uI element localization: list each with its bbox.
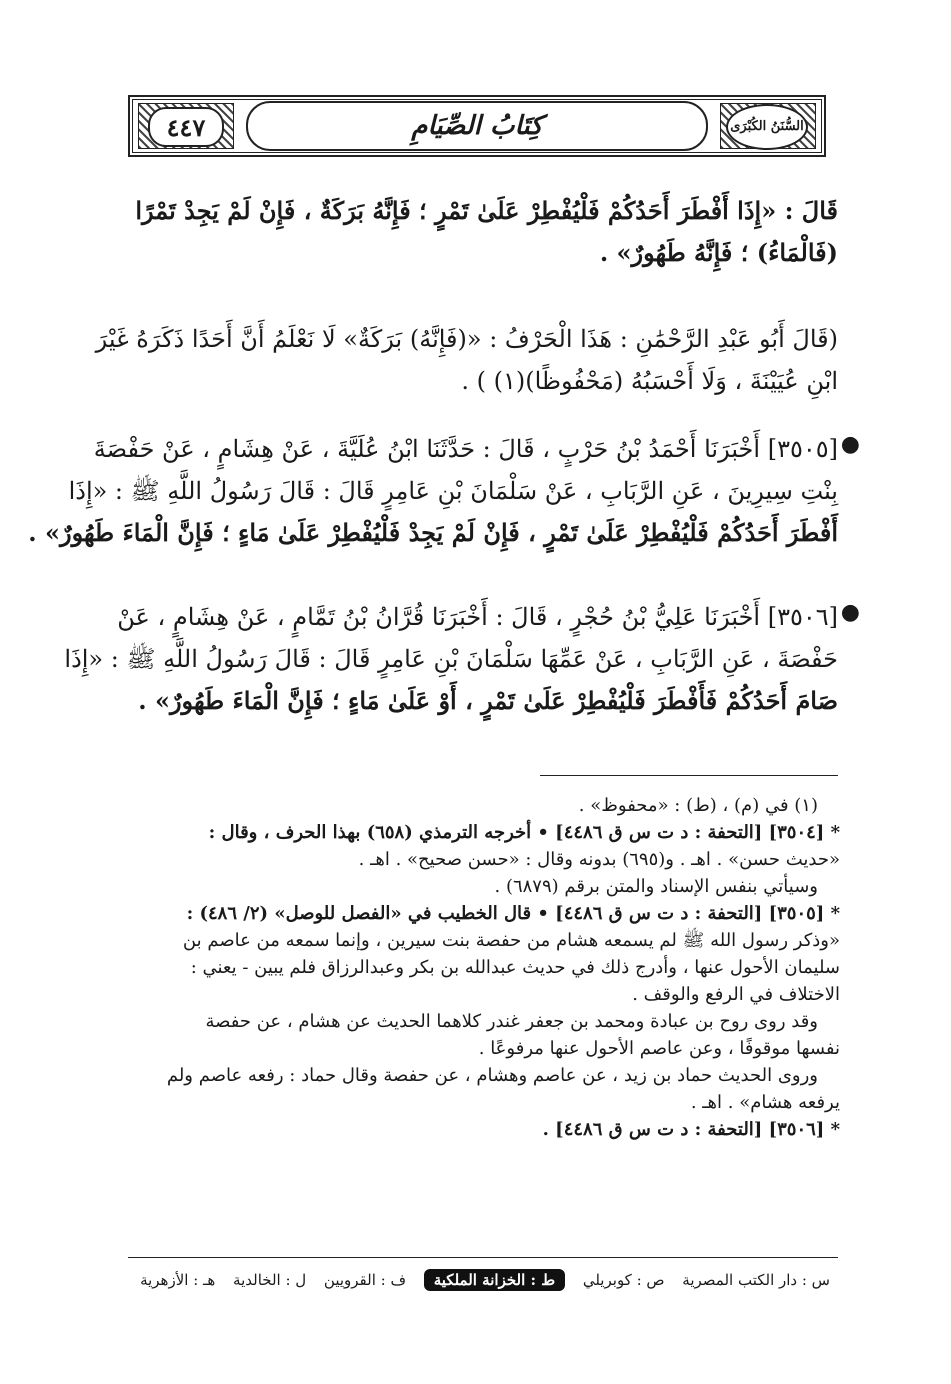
text-line: بِنْتِ سِيرِينَ ، عَنِ الرَّبَابِ ، عَنْ سَلْمَانَ بْنِ عَامِرٍ قَالَ : قَالَ رَسُولُ اللَّهِ ﷺ : «إِذَا: [68, 477, 838, 505]
text-line: ابْنِ عُيَيْنَةَ ، وَلَا أَحْسَبُهُ (مَحْفُوظًا)(١) ) .: [461, 367, 838, 395]
seal-text: السُّنَنُ الكُبْرَى: [730, 119, 804, 134]
page-number: ٤٤٧: [148, 107, 224, 147]
legend-item: ص : كوبريلي: [582, 1271, 665, 1289]
text-line: (فَالْمَاءُ) ؛ فَإِنَّهُ طَهُورٌ» .: [599, 238, 838, 267]
note-line: «وذكر رسول الله ﷺ لم يسمعه هشام من حفصة بنت سيرين ، وإنما سمعه من عاصم بن: [182, 930, 840, 951]
footnote-1: (١) في (م) ، (ط) : «محفوظ» .: [578, 795, 818, 816]
note-line: وروى الحديث حماد بن زيد ، عن عاصم وهشام ، عن حفصة وقال حماد : رفعه عاصم ولم: [166, 1065, 818, 1086]
hadith-3506: [64, 596, 860, 722]
book-title: كِتَابُ الصِّيَامِ: [411, 111, 543, 141]
title-cartouche: [246, 101, 708, 151]
note-3505: * [٣٥٠٥] [التحفة : د ت س ق ٤٤٨٦] • قال الخطيب في «الفصل للوصل» (٢/ ٤٨٦) :: [186, 903, 840, 924]
text-line: (قَالَ أَبُو عَبْدِ الرَّحْمَٰنِ : هَذَا الْحَرْفُ : «(فَإِنَّهُ) بَرَكَةٌ» لَا نَعْلَمُ أَنَّ أَحَدًا ذَكَرَهُ غَيْرَ: [95, 325, 838, 353]
paragraph-hadith-continuation: [128, 190, 838, 274]
note-line: سليمان الأحول عنها ، وأدرج ذلك في حديث عبدالله بن بكر وعبدالرزاق فلم يبين - يعني :: [190, 957, 840, 978]
note-3504: * [٣٥٠٤] [التحفة : د ت س ق ٤٤٨٦] • أخرجه الترمذي (٦٥٨) بهذا الحرف ، وقال :: [208, 822, 840, 843]
note-3506: * [٣٥٠٦] [التحفة : د ت س ق ٤٤٨٦] .: [542, 1119, 840, 1140]
footnotes: [120, 792, 840, 1143]
legend-item: ل : الخالدية: [233, 1271, 307, 1289]
text-line: قَالَ : «إِذَا أَفْطَرَ أَحَدُكُمْ فَلْيُفْطِرْ عَلَىٰ تَمْرٍ ؛ فَإِنَّهُ بَرَكَةٌ ، فَإِنْ لَمْ يَجِدْ تَمْرًا: [135, 196, 838, 225]
text-line: [٣٥٠٦] أَخْبَرَنَا عَلِيُّ بْنُ حُجْرٍ ، قَالَ : أَخْبَرَنَا قُرَّانُ بْنُ تَمَّامٍ ، عَنْ هِشَامٍ ، عَنْ: [117, 603, 838, 631]
text-line: [٣٥٠٥] أَخْبَرَنَا أَحْمَدُ بْنُ حَرْبٍ ، قَالَ : حَدَّثَنَا ابْنُ عُلَيَّةَ ، عَنْ هِشَامٍ ، عَنْ حَفْصَةَ: [93, 435, 838, 463]
hadith-3505: [28, 428, 860, 554]
legend-item: س : دار الكتب المصرية: [682, 1271, 830, 1289]
note-line: يرفعه هشام» . اهـ .: [690, 1092, 840, 1113]
paragraph-author-comment: [95, 318, 838, 402]
legend-item: هـ : الأزهرية: [140, 1271, 216, 1289]
manuscript-legend: [140, 1265, 830, 1295]
note-line: «حديث حسن» . اهـ . و(٦٩٥) بدونه وقال : «حسن صحيح» . اهـ .: [358, 849, 840, 870]
text-line: أَفْطَرَ أَحَدُكُمْ فَلْيُفْطِرْ عَلَىٰ تَمْرٍ ، فَإِنْ لَمْ يَجِدْ فَلْيُفْطِرْ عَلَىٰ مَاءٍ ؛ فَإِنَّ الْمَاءَ طَهُورٌ» .: [28, 518, 838, 547]
note-line: وقد روى روح بن عبادة ومحمد بن جعفر غندر كلاهما الحديث عن هشام ، عن حفصة: [205, 1011, 818, 1032]
text-line: صَامَ أَحَدُكُمْ فَأَفْطَرَ فَلْيُفْطِرْ عَلَىٰ تَمْرٍ ، أَوْ عَلَىٰ مَاءٍ ؛ فَإِنَّ الْمَاءَ طَهُورٌ» .: [138, 686, 838, 715]
bullet-icon: ●: [840, 432, 860, 457]
note-line: الاختلاف في الرفع والوقف .: [632, 984, 840, 1005]
legend-item-highlighted: ط : الخزانة الملكية: [424, 1269, 565, 1291]
page-header: [128, 95, 826, 157]
note-line: نفسها موقوفًا ، وعن عاصم الأحول عنها مرفوعًا .: [478, 1038, 840, 1059]
book-seal-logo: [726, 104, 808, 150]
text-line: حَفْصَةَ ، عَنِ الرَّبَابِ ، عَنْ عَمِّهَا سَلْمَانَ بْنِ عَامِرٍ قَالَ : قَالَ رَسُولُ اللَّهِ ﷺ : «إِذَا: [64, 645, 838, 673]
bullet-icon: ●: [840, 600, 860, 625]
legend-item: ف : القرويين: [323, 1271, 407, 1289]
footer-rule: [128, 1257, 838, 1258]
note-line: وسيأتي بنفس الإسناد والمتن برقم (٦٨٧٩) .: [494, 876, 818, 897]
footnote-separator: [540, 775, 838, 776]
